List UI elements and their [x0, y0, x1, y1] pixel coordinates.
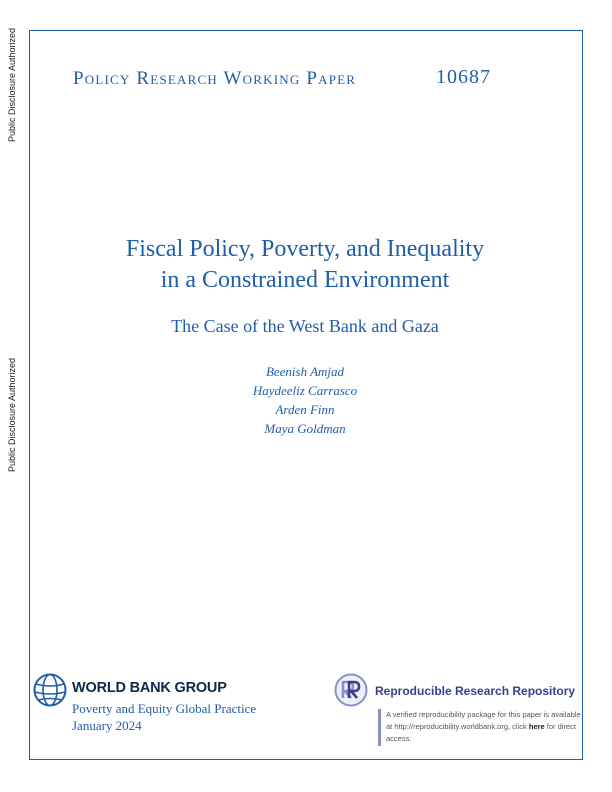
repository-link[interactable]: here	[528, 722, 545, 731]
author: Maya Goldman	[264, 421, 346, 436]
disclosure-label-middle: Public Disclosure Authorized	[7, 357, 17, 473]
series-title: Policy Research Working Paper	[73, 68, 357, 89]
paper-title	[60, 234, 550, 296]
title-line-1: Fiscal Policy, Poverty, and Inequality	[125, 236, 485, 262]
paper-number: 10687	[436, 66, 491, 88]
repository-name: Reproducible Research Repository	[375, 684, 576, 698]
repository-text: A verified reproducibility package for this paper is available at http://reproducibility.worldbank.org, click	[386, 710, 581, 731]
author: Beenish Amjad	[265, 364, 345, 379]
author: Haydeeliz Carrasco	[252, 383, 358, 398]
paper-subtitle: The Case of the West Bank and Gaza	[171, 316, 439, 336]
repository-text-end: for direct access.	[386, 722, 576, 743]
author-list	[150, 362, 460, 438]
repository-divider	[378, 709, 381, 746]
author: Arden Finn	[275, 402, 335, 417]
repository-description	[386, 709, 586, 745]
globe-icon	[33, 673, 67, 707]
publication-date: January 2024	[72, 718, 142, 733]
rr-monogram-icon	[334, 673, 368, 707]
org-name: WORLD BANK GROUP	[72, 680, 227, 696]
disclosure-label-top: Public Disclosure Authorized	[7, 27, 17, 143]
title-line-2: in a Constrained Environment	[160, 267, 450, 293]
global-practice: Poverty and Equity Global Practice	[72, 701, 257, 716]
